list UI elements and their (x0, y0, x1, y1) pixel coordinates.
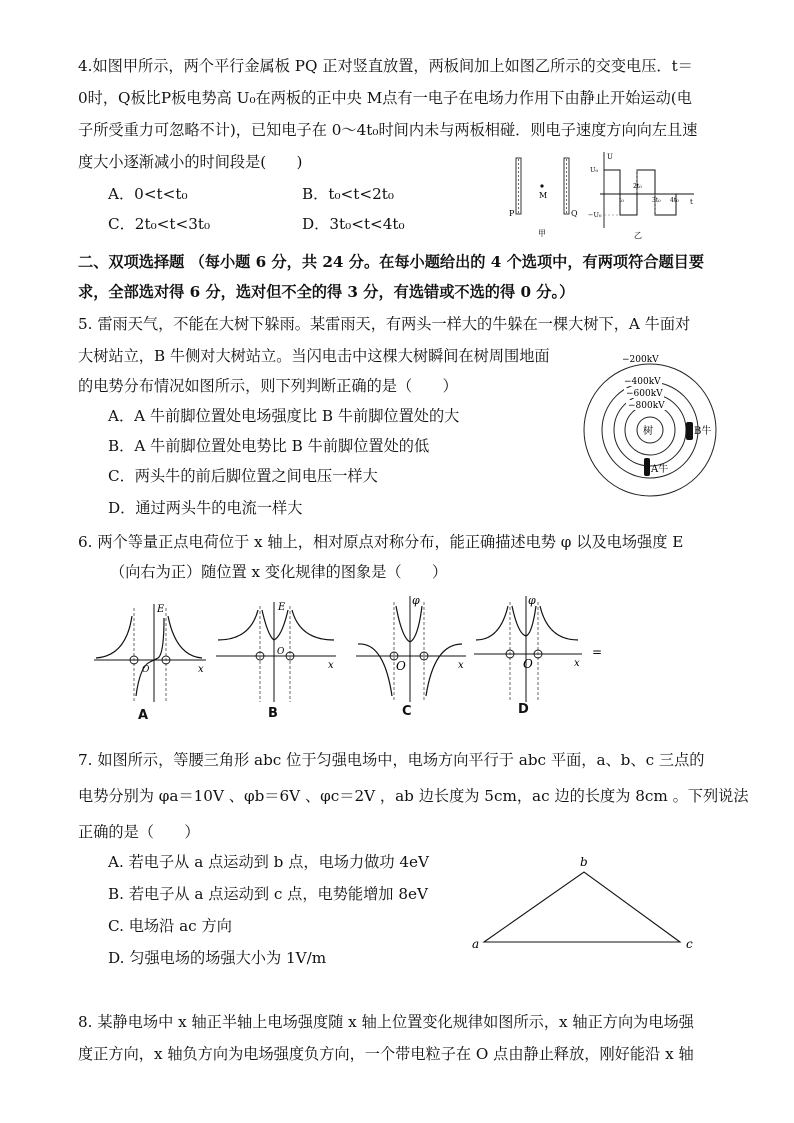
caption-jia: 甲 (538, 229, 546, 238)
label-q: Q (571, 209, 578, 218)
axis-x-label-b: x (328, 660, 334, 671)
q7-line-3: 正确的是（ ） (78, 823, 200, 841)
plate-q (564, 158, 569, 214)
q6-stray-mark: = (592, 645, 603, 659)
origin-label-d: O (523, 657, 533, 671)
axis-phi-label-c: φ (412, 594, 420, 607)
q6-line-1: 6. 两个等量正点电荷位于 x 轴上，相对原点对称分布，能正确描述电势 φ 以及电场强度 E (78, 533, 684, 551)
q6-label-c: C (402, 704, 412, 719)
axis-e-label-b: E (278, 602, 286, 613)
q7-option-a: A. 若电子从 a 点运动到 b 点，电场力做功 4eV (108, 853, 429, 871)
q7-triangle-figure (468, 852, 708, 956)
q4-voltage-graph (590, 150, 700, 242)
q7-option-c: C. 电场沿 ac 方向 (108, 917, 232, 935)
q4-option-b: B．t₀<t<2t₀ (302, 185, 394, 203)
vertex-b-label: b (580, 855, 588, 869)
axis-x-label-c: x (458, 660, 464, 671)
axis-x-label-d: x (574, 658, 580, 669)
curve-c-right (426, 644, 462, 696)
q5-option-c: C．两头牛的前后脚位置之间电压一样大 (108, 467, 378, 485)
curve-d-mid (512, 606, 536, 636)
tick-t0: t₀ (619, 197, 624, 204)
curve-b-mid (262, 610, 288, 640)
wave-seg-2 (637, 170, 676, 215)
q7-option-b: B. 若电子从 a 点运动到 c 点，电势能增加 8eV (108, 885, 428, 903)
tick-3t0: 3t₀ (652, 197, 661, 204)
section2-heading-line-2: 求，全部选对得 6 分，选对但不全的得 3 分，有选错或不选的得 0 分。） (78, 283, 575, 301)
q7-line-2: 电势分别为 φa＝10V 、φb＝6V 、φc＝2V ，ab 边长度为 5cm，ac 边的长度为 8cm 。下列说法 (78, 787, 749, 805)
q4-option-c: C．2t₀<t<3t₀ (108, 215, 211, 233)
label-p: P (509, 209, 515, 218)
curve-d-right (540, 606, 578, 640)
cow-a-icon (644, 458, 650, 476)
q7-option-d: D. 匀强电场的场强大小为 1V/m (108, 949, 327, 967)
plate-p (516, 158, 521, 214)
q6-graph-a (90, 596, 210, 706)
u0-label: U₀ (590, 166, 599, 174)
curve-a-left-up (96, 616, 132, 658)
wave-seg-1 (604, 170, 637, 215)
q4-option-d: D．3t₀<t<4t₀ (302, 215, 405, 233)
point-m (540, 184, 543, 187)
tick-4t0: 4t₀ (670, 197, 679, 204)
q6-label-a: A (138, 708, 149, 723)
tick-2t0: 2t₀ (633, 183, 642, 190)
axis-phi-label-d: φ (528, 594, 536, 607)
label-m: M (539, 191, 548, 200)
origin-label-b: O (277, 647, 285, 657)
label-600kv: −600kV (626, 389, 663, 399)
neg-u0-label: −U₀ (588, 211, 602, 219)
curve-b-right (292, 610, 334, 640)
q6-line-2: （向右为正）随位置 x 变化规律的图象是（ ） (110, 563, 448, 581)
section2-heading-line-1: 二、双项选择题 （每小题 6 分，共 24 分。在每小题给出的 4 个选项中，有两项符合题目要 (78, 253, 705, 271)
cow-b-icon (686, 422, 693, 440)
q4-line-2: 0时，Q板比P板电势高 U₀在两板的正中央 M点有一电子在电场力作用下由静止开始运动(电 (78, 89, 692, 107)
vertex-c-label: c (686, 937, 693, 951)
cow-a-label: A牛 (651, 464, 669, 475)
q4-plates-figure (500, 150, 590, 240)
q8-line-2: 度正方向，x 轴负方向为电场强度负方向，一个带电粒子在 O 点由静止释放，刚好能沿 x 轴 (78, 1045, 694, 1063)
label-800kv: −800kV (628, 401, 665, 411)
q5-option-d: D．通过两头牛的电流一样大 (108, 499, 303, 517)
q8-line-1: 8. 某静电场中 x 轴正半轴上电场强度随 x 轴上位置变化规律如图所示，x 轴正方向为电场强 (78, 1013, 694, 1031)
q6-graph-c (352, 592, 472, 706)
q4-option-a: A．0<t<t₀ (108, 185, 188, 203)
curve-d-left (476, 606, 508, 640)
q5-line-3: 的电势分布情况如图所示，则下列判断正确的是（ ） (78, 377, 458, 395)
curve-a-mid (136, 618, 164, 696)
q5-line-1: 5. 雷雨天气，不能在大树下躲雨。某雷雨天，有两头一样大的牛躲在一棵大树下，A 牛面对 (78, 315, 691, 333)
q5-option-a: A．A 牛前脚位置处电场强度比 B 牛前脚位置处的大 (108, 407, 460, 425)
tree-label: 树 (643, 426, 653, 437)
curve-b-left (218, 610, 258, 640)
axis-u-label: U (607, 153, 613, 161)
cow-b-label: B牛 (694, 426, 712, 437)
curve-a-right (168, 616, 202, 658)
label-400kv: −400kV (624, 377, 661, 387)
q4-line-4: 度大小逐渐减小的时间段是( ) (78, 153, 303, 171)
label-200kv: −200kV (622, 355, 659, 365)
q6-label-d: D (518, 702, 529, 717)
q5-option-b: B．A 牛前脚位置处电势比 B 牛前脚位置处的低 (108, 437, 430, 455)
q6-label-b: B (268, 706, 278, 721)
vertex-a-label: a (472, 937, 480, 951)
q6-graph-d (470, 592, 590, 706)
q5-line-2: 大树站立，B 牛侧对大树站立。当闪电击中这棵大树瞬间在树周围地面 (78, 347, 550, 365)
q5-equipotential-figure (580, 348, 720, 500)
q7-line-1: 7. 如图所示，等腰三角形 abc 位于匀强电场中，电场方向平行于 abc 平面，a、b、c 三点的 (78, 751, 705, 769)
q4-line-1: 4.如图甲所示，两个平行金属板 PQ 正对竖直放置，两板间加上如图乙所示的交变电压．t＝ (78, 57, 693, 75)
origin-label-a: O (142, 665, 150, 675)
curve-c-left (358, 644, 392, 696)
curve-c-mid (396, 606, 422, 642)
axis-e-label-a: E (157, 604, 165, 615)
origin-label-c: O (396, 659, 406, 673)
q6-graph-b (212, 596, 342, 706)
axis-x-label-a: x (198, 664, 204, 675)
caption-yi: 乙 (634, 231, 642, 240)
axis-t-label: t (690, 198, 693, 206)
triangle-abc (484, 872, 680, 942)
q4-line-3: 子所受重力可忽略不计)，已知电子在 0～4t₀时间内未与两板相碰．则电子速度方向向左且速 (78, 121, 698, 139)
